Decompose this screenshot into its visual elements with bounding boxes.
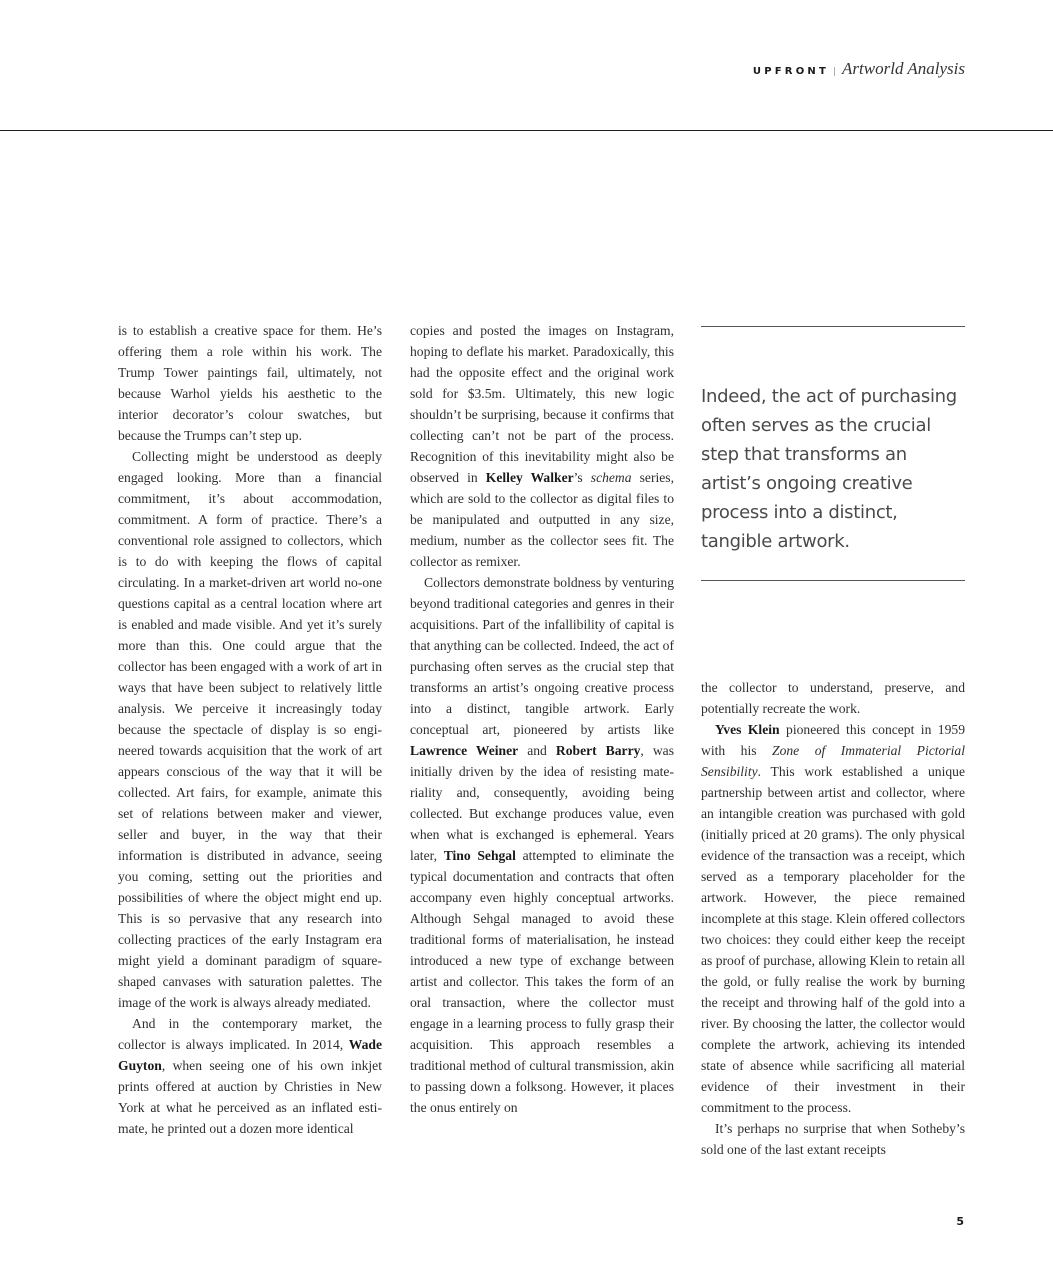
text-run: series, which are sold to the collector as digital files to be manipulated and outputted in any size, medium, number as the collector sees fit. The collector as remixer. (410, 470, 674, 569)
section-label: UPFRONT (752, 66, 829, 77)
paragraph (118, 320, 382, 446)
text-run: pioneered this concept in 1959 with his (701, 722, 965, 758)
paragraph (118, 446, 382, 1013)
text-run: attempted to eliminate the typical documentation and contracts that often accompany even highly conceptual artworks. Although Sehgal managed to avoid these traditional forms of materialisation, he instead introduced a new type of exchange between artist and collector. This takes the form of an oral transaction, where the collector must engage in a learning process to fully grasp their acquisition. This approach resembles a traditional method of cultural transmission, akin to passing down a folksong. However, it places the onus entirely on (410, 848, 674, 1115)
header-rule (0, 130, 1053, 131)
text-run: ’s (573, 470, 591, 485)
body-column-2 (410, 320, 674, 1118)
body-column-3 (701, 677, 965, 1160)
paragraph (410, 320, 674, 572)
work-title: schema (590, 470, 632, 485)
artist-name: Robert Barry (555, 743, 641, 758)
paragraph (701, 677, 965, 719)
header-separator: | (833, 67, 837, 77)
paragraph (410, 572, 674, 1118)
body-column-1 (118, 320, 382, 1139)
text-run: is to establish a creative space for them. He’s offering them a role within his work. The Trump Tower paintings fail, ultimately, not because Warhol yields his aesthetic to the interior decorator’s colour swatches, but because the Trumps can’t step up. (118, 323, 382, 443)
paragraph (701, 719, 965, 1118)
pull-quote (701, 326, 965, 581)
paragraph (118, 1013, 382, 1139)
artist-name: Lawrence Weiner (410, 743, 519, 758)
paragraph (701, 1118, 965, 1160)
text-run: the collector to understand, preserve, and potentially recreate the work. (701, 680, 965, 716)
artist-name: Kelley Walker (485, 470, 574, 485)
text-run: copies and posted the images on Instagram, hoping to deflate his market. Paradoxically, this had the opposite effect and the original work sold for $3.5m. Ultimately, this new logic shouldn’t be surprising, because it confirms that collecting can’t not be part of the process. Recognition of this inevitability might also be observed in (410, 323, 674, 485)
page-number: 5 (956, 1215, 964, 1228)
text-run: And in the contemporary market, the collector is always implicated. In 2014, (118, 1016, 382, 1052)
artist-name: Yves Klein (715, 722, 780, 737)
text-run: , when seeing one of his own inkjet prints offered at auction by Christies in New York at what he perceived as an inflated estimate, he printed out a dozen more identical (118, 1058, 382, 1136)
section-title: Artworld Analysis (842, 59, 965, 78)
text-run: . This work established a unique partnership between artist and collector, where an intangible creation was purchased with gold (initially priced at 20 grams). The only physical evidence of the transaction was a receipt, which served as a temporary placeholder for the artwork. However, the piece remained incomplete at this stage. Klein offered collectors two choices: they could either keep the receipt as proof of purchase, allowing Klein to retain all the gold, or fully realise the work by burning the receipt and throwing half of the gold into a river. By choosing the latter, the collector would complete the artwork, achieving its intended state of absence while sacrificing all material evidence of their investment in their commitment to the process. (701, 764, 965, 1115)
pull-quote-text: Indeed, the act of purchasing often serves as the crucial step that transforms an artist’s ongoing creative process into a distinct, tangible artwork. (701, 386, 957, 552)
work-title: Zone of Immaterial Pictorial Sensibility (701, 743, 965, 779)
artist-name: Wade Guyton (118, 1037, 382, 1073)
running-head (753, 59, 965, 79)
text-run: It’s perhaps no surprise that when Sotheby’s sold one of the last extant receipts (701, 1121, 965, 1157)
text-run: , was initially driven by the idea of resisting materiality and, consequently, avoiding being collected. But exchange produces value, even when what is exchanged is ephemeral. Years later, (410, 743, 674, 863)
text-run: Collectors demonstrate boldness by venturing beyond traditional categories and genres in their acquisitions. Part of the infallibility of capital is that anything can be collected. Indeed, the act of purchasing often serves as the crucial step that transforms an artist’s ongoing creative process into a distinct, tangible artwork. Early conceptual art, pioneered by artists like (410, 575, 674, 737)
artist-name: Tino Sehgal (443, 848, 516, 863)
text-run: and (518, 743, 556, 758)
text-run: Collecting might be understood as deeply engaged looking. More than a financial commitment, it’s about accommodation, commitment. A form of practice. There’s a conventional role assigned to collectors, which is to do with keeping the flows of capital circulating. In a market-driven art world no-one questions capital as a central location where art is enabled and made visible. And yet it’s surely more than this. One could argue that the collector has been engaged with a work of art in ways that have been subject to relatively little analysis. We perceive it increasingly today because the spectacle of display is so engineered towards acquisition that the work of art appears conscious of the way that it will be collected. Art fairs, for example, animate this set of relations between maker and viewer, seller and buyer, in the way that their information is distributed in advance, seeing you coming, setting out the priorities and possibilities of where the object might end up. This is so pervasive that any research into collecting practices of the early Instagram era might yield a dominant paradigm of square-shaped canvases with saturation palettes. The image of the work is always already mediated. (118, 449, 382, 1010)
